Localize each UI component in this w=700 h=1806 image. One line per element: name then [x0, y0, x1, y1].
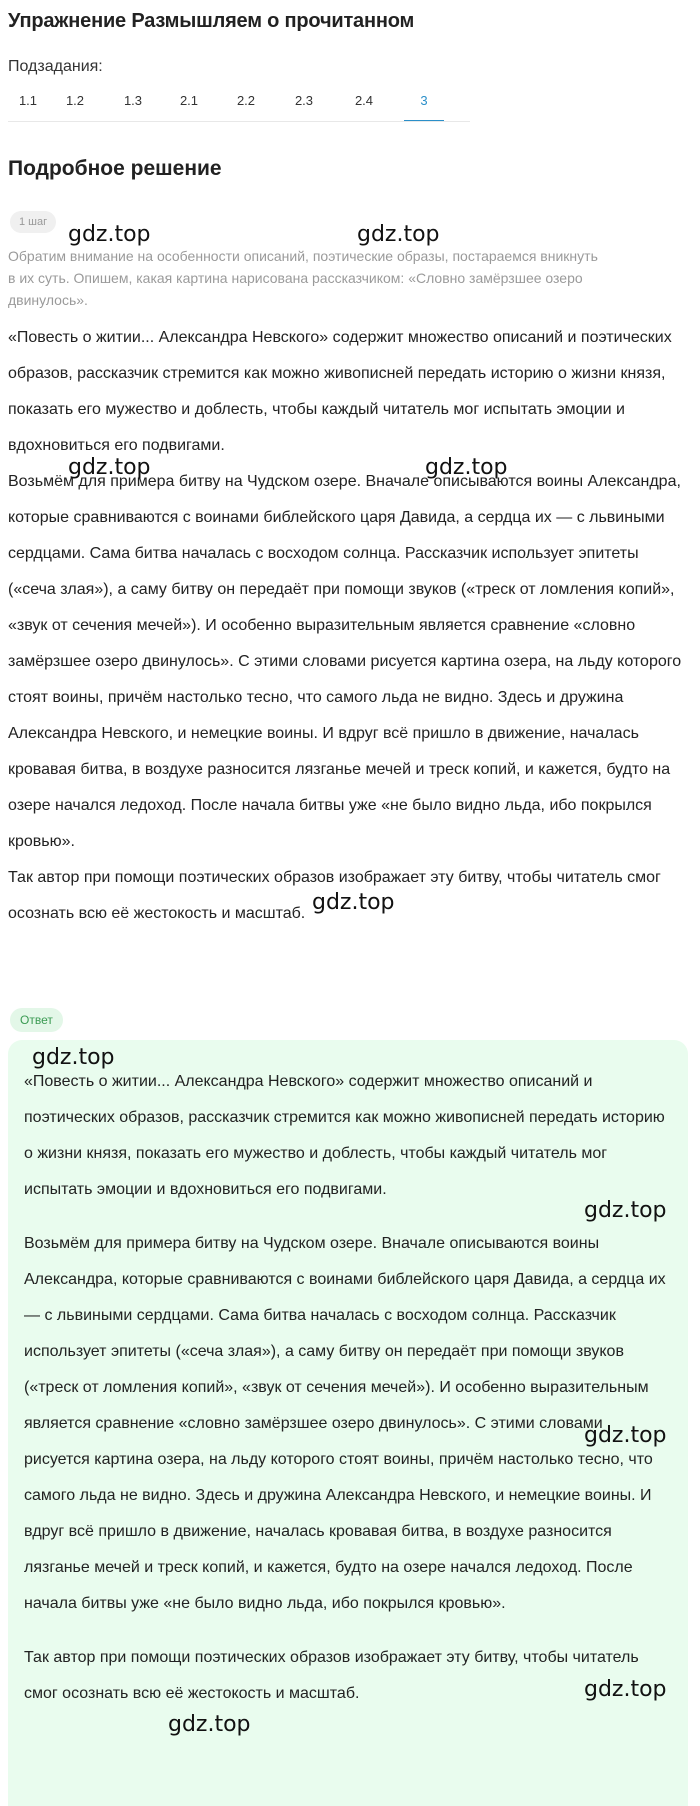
answer-paragraph: Так автор при помощи поэтических образов изображает эту битву, чтобы читатель смог осознать всю её жестокость и масштаб. [24, 1649, 639, 1702]
page-title: Упражнение Размышляем о прочитанном [8, 10, 415, 32]
solution-paragraph: Возьмём для примера битву на Чудском озере. Вначале описываются воины Александра, которые сравниваются с воинами библейского царя Давида, а сердца их — с львиными сердцами. Сама битва началась с восходом солнца. Рассказчик использует эпитеты («сеча злая»), а саму битву он передаёт при помощи звуков («треск от ломления копий», «звук от сечения мечей»). И особенно выразительным является сравнение «словно замёрзшее озеро двинулось». С этими словами рисуется картина озера, на льду которого стоят воины, причём настолько тесно, что самого льда не видно. Здесь и дружина Александра Невского, и немецкие воины. И вдруг всё пришло в движение, началась кровавая битва, в воздухе разносится лязганье мечей и треск копий, и кажется, будто на озере начался ледоход. После начала битвы уже «не было видно льда, ибо покрылся кровью». [8, 473, 682, 850]
tab-2-1[interactable]: 2.1 [179, 93, 199, 108]
tab-1-2[interactable]: 1.2 [65, 93, 85, 108]
solution-paragraph: «Повесть о житии... Александра Невского» содержит множество описаний и поэтических образов, рассказчик стремится как можно живописней передать историю о жизни князя, показать его мужество и доблесть, чтобы каждый читатель мог испытать эмоции и вдохновиться его подвигами. [8, 329, 672, 454]
watermark: gdz.top [584, 1677, 667, 1702]
watermark: gdz.top [584, 1198, 667, 1223]
subtasks-label: Подзадания: [8, 58, 103, 75]
watermark: gdz.top [32, 1045, 115, 1070]
watermark: gdz.top [425, 455, 508, 480]
tabs-divider [8, 121, 470, 122]
tab-2-2[interactable]: 2.2 [236, 93, 256, 108]
answer-paragraph: Возьмём для примера битву на Чудском озере. Вначале описываются воины Александра, которые сравниваются с воинами библейского царя Давида, а сердца их — с львиными сердцами. Сама битва началась с восходом солнца. Рассказчик использует эпитеты («сеча злая»), а саму битву он передаёт при помощи звуков («треск от ломления копий», «звук от сечения мечей»). И особенно выразительным является сравнение «словно замёрзшее озеро двинулось». С этими словами рисуется картина озера, на льду которого стоят воины, причём настолько тесно, что самого льда не видно. Здесь и дружина Александра Невского, и немецкие воины. И вдруг всё пришло в движение, началась кровавая битва, в воздухе разносится лязганье мечей и треск копий, и кажется, будто на озере начался ледоход. После начала битвы уже «не было видно льда, ибо покрылся кровью». [24, 1235, 666, 1612]
tab-2-4[interactable]: 2.4 [354, 93, 374, 108]
tab-1-1[interactable]: 1.1 [18, 93, 38, 108]
subtask-tabs [8, 88, 468, 122]
watermark: gdz.top [68, 222, 151, 247]
watermark: gdz.top [312, 890, 395, 915]
answer-text [24, 1064, 668, 1730]
tab-1-3[interactable]: 1.3 [123, 93, 143, 108]
tab-3[interactable]: 3 [404, 88, 444, 122]
tab-2-3[interactable]: 2.3 [294, 93, 314, 108]
solution-text [8, 320, 688, 932]
watermark: gdz.top [168, 1712, 251, 1737]
solution-title: Подробное решение [8, 157, 222, 180]
watermark: gdz.top [68, 455, 151, 480]
answer-paragraph: «Повесть о житии... Александра Невского» содержит множество описаний и поэтических образов, рассказчик стремится как можно живописней передать историю о жизни князя, показать его мужество и доблесть, чтобы каждый читатель мог испытать эмоции и вдохновиться его подвигами. [24, 1073, 665, 1198]
solution-paragraph: Так автор при помощи поэтических образов изображает эту битву, чтобы читатель смог осознать всю её жестокость и масштаб. [8, 869, 661, 922]
step-hint: Обратим внимание на особенности описаний, поэтические образы, постараемся вникнуть в их суть. Опишем, какая картина нарисована рассказчиком: «Словно замёрзшее озеро двинулось». [8, 248, 598, 308]
watermark: gdz.top [357, 222, 440, 247]
step-badge: 1 шаг [10, 211, 56, 233]
watermark: gdz.top [584, 1423, 667, 1448]
answer-badge: Ответ [10, 1008, 63, 1032]
